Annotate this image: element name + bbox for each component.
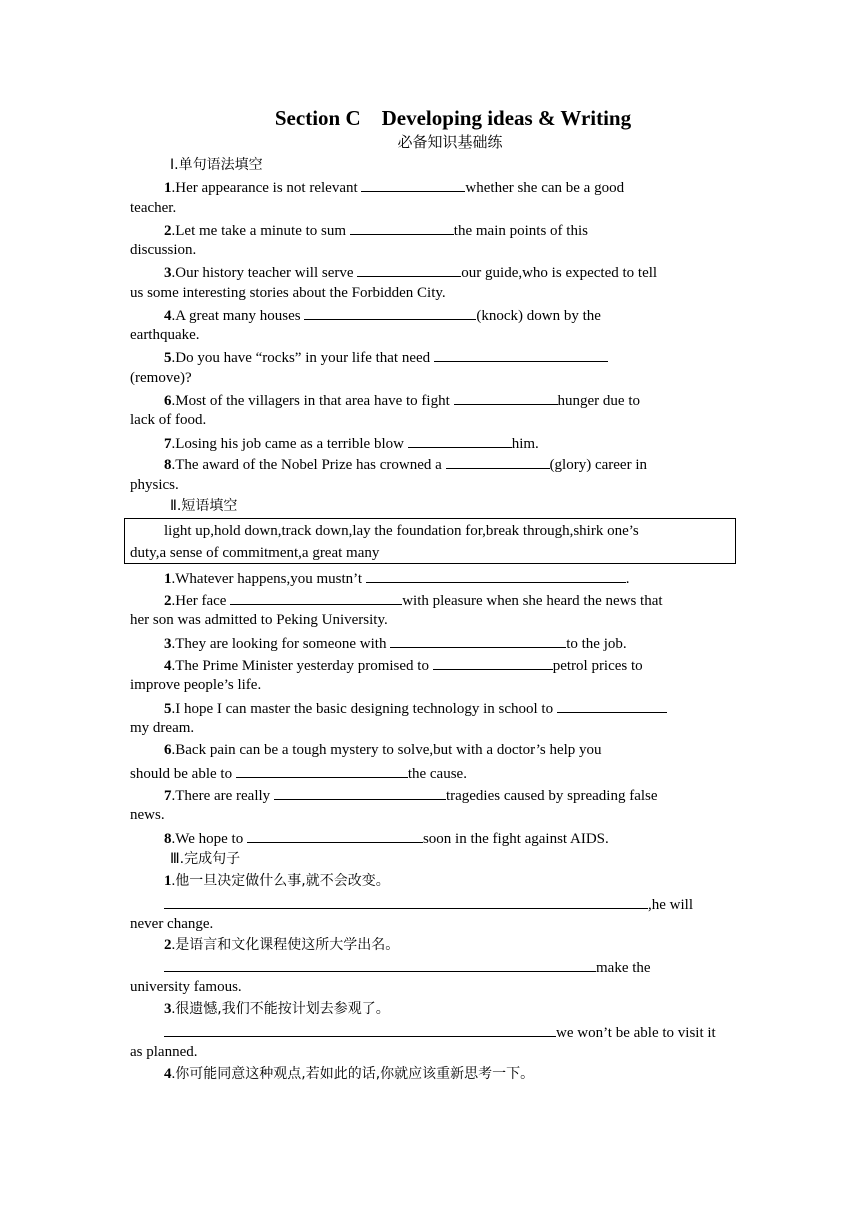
answer-blank[interactable] [236,762,408,778]
section-heading-grammar: Ⅰ.单句语法填空 [170,157,263,173]
phrase-item-2: 2.Her face with pleasure when she heard the news that [164,589,663,612]
phrase-item-1: 1.Whatever happens,you mustn’t . [164,567,630,590]
answer-blank[interactable] [247,827,423,843]
answer-blank[interactable] [408,432,512,448]
answer-blank[interactable] [304,304,476,320]
grammar-item-7: 7.Losing his job came as a terrible blow him. [164,432,539,455]
grammar-item-4: 4.A great many houses (knock) down by the [164,304,601,327]
grammar-item-6: 6.Most of the villagers in that area have to fight hunger due to [164,389,640,412]
answer-blank[interactable] [164,893,648,909]
phrase-box-line-2: duty,a sense of commitment,a great many [130,545,380,561]
phrase-item-6: 6.Back pain can be a tough mystery to solve,but with a doctor’s help you [164,742,602,758]
answer-blank[interactable] [164,956,596,972]
answer-blank[interactable] [350,219,454,235]
sentence-item-4: 4.你可能同意这种观点,若如此的话,你就应该重新思考一下。 [164,1066,535,1082]
grammar-item-8: 8.The award of the Nobel Prize has crowned a (glory) career in [164,453,647,476]
worksheet-page: Section C Developing ideas & Writing 必备知识基础练 Ⅰ.单句语法填空 1.Her appearance is not relevant whether she can be a good teacher. 2.Let me take a minute to sum the main points of this discussion. 3.Our history teacher will serve our guide,who is expected to tell us some interesting stories about the Forbidden City. 4.A great many houses (knock) down by the earthquake. 5.Do you have “rocks” in your life that need (remove)? 6.Most of the villagers in that area have to fight hunger due to lack of food. 7.Losing his job came as a terrible blow him. 8.The award of the Nobel Prize has crowned a (glory) career in physics. Ⅱ.短语填空 light up,hold down,track down,lay the foundation for,break through,shirk one’s duty,a sense of commitment,a great many 1.Whatever happens,you mustn’t . 2.Her face with pleasure when she heard the news that her son was admitted to Peking University. 3.They are looking for someone with to the job. 4.The Prime Minister yesterday promised to petrol prices to improve people’s life. 5.I hope I can master the basic designing technology in school to my dream. 6.Back pain can be a tough mystery to solve,but with a doctor’s help you should be able to the cause. 7.There are really tragedies caused by spreading false news. 8.We hope to soon in the fight against AIDS. Ⅲ.完成句子 1.他一旦决定做什么事,就不会改变。 ,he will never change. 2.是语言和文化课程使这所大学出名。 make the university famous. 3.很遗憾,我们不能按计划去参观了。 we won’t be able to visit it as planned. 4.你可能同意这种观点,若如此的话,你就应该重新思考一下。 [0,0,860,1216]
phrase-item-4: 4.The Prime Minister yesterday promised to petrol prices to [164,654,643,677]
phrase-item-8: 8.We hope to soon in the fight against AIDS. [164,827,609,850]
answer-blank[interactable] [434,346,608,362]
phrase-item-3: 3.They are looking for someone with to the job. [164,632,627,655]
answer-blank[interactable] [390,632,566,648]
section-heading-sentences: Ⅲ.完成句子 [170,851,241,867]
answer-blank[interactable] [357,261,461,277]
section-heading-phrases: Ⅱ.短语填空 [170,498,238,514]
sentence-item-2: 2.是语言和文化课程使这所大学出名。 [164,937,400,953]
grammar-item-5: 5.Do you have “rocks” in your life that need [164,346,608,369]
grammar-item-3: 3.Our history teacher will serve our guide,who is expected to tell [164,261,657,284]
phrase-item-5: 5.I hope I can master the basic designing technology in school to [164,697,667,720]
answer-blank[interactable] [366,567,626,583]
answer-blank[interactable] [230,589,402,605]
answer-blank[interactable] [446,453,550,469]
sentence-item-3: 3.很遗憾,我们不能按计划去参观了。 [164,1001,390,1017]
answer-blank[interactable] [433,654,553,670]
grammar-item-2: 2.Let me take a minute to sum the main points of this [164,219,588,242]
phrase-item-7: 7.There are really tragedies caused by spreading false [164,784,658,807]
page-title: Section C Developing ideas & Writing [274,106,632,130]
sentence-item-1: 1.他一旦决定做什么事,就不会改变。 [164,873,390,889]
answer-blank[interactable] [164,1021,556,1037]
answer-blank[interactable] [557,697,667,713]
page-subtitle: 必备知识基础练 [397,133,503,151]
answer-blank[interactable] [454,389,558,405]
grammar-item-1: 1.Her appearance is not relevant whether she can be a good [164,176,624,199]
answer-blank[interactable] [274,784,446,800]
phrase-box-line-1: light up,hold down,track down,lay the foundation for,break through,shirk one’s [164,523,639,539]
answer-blank[interactable] [361,176,465,192]
